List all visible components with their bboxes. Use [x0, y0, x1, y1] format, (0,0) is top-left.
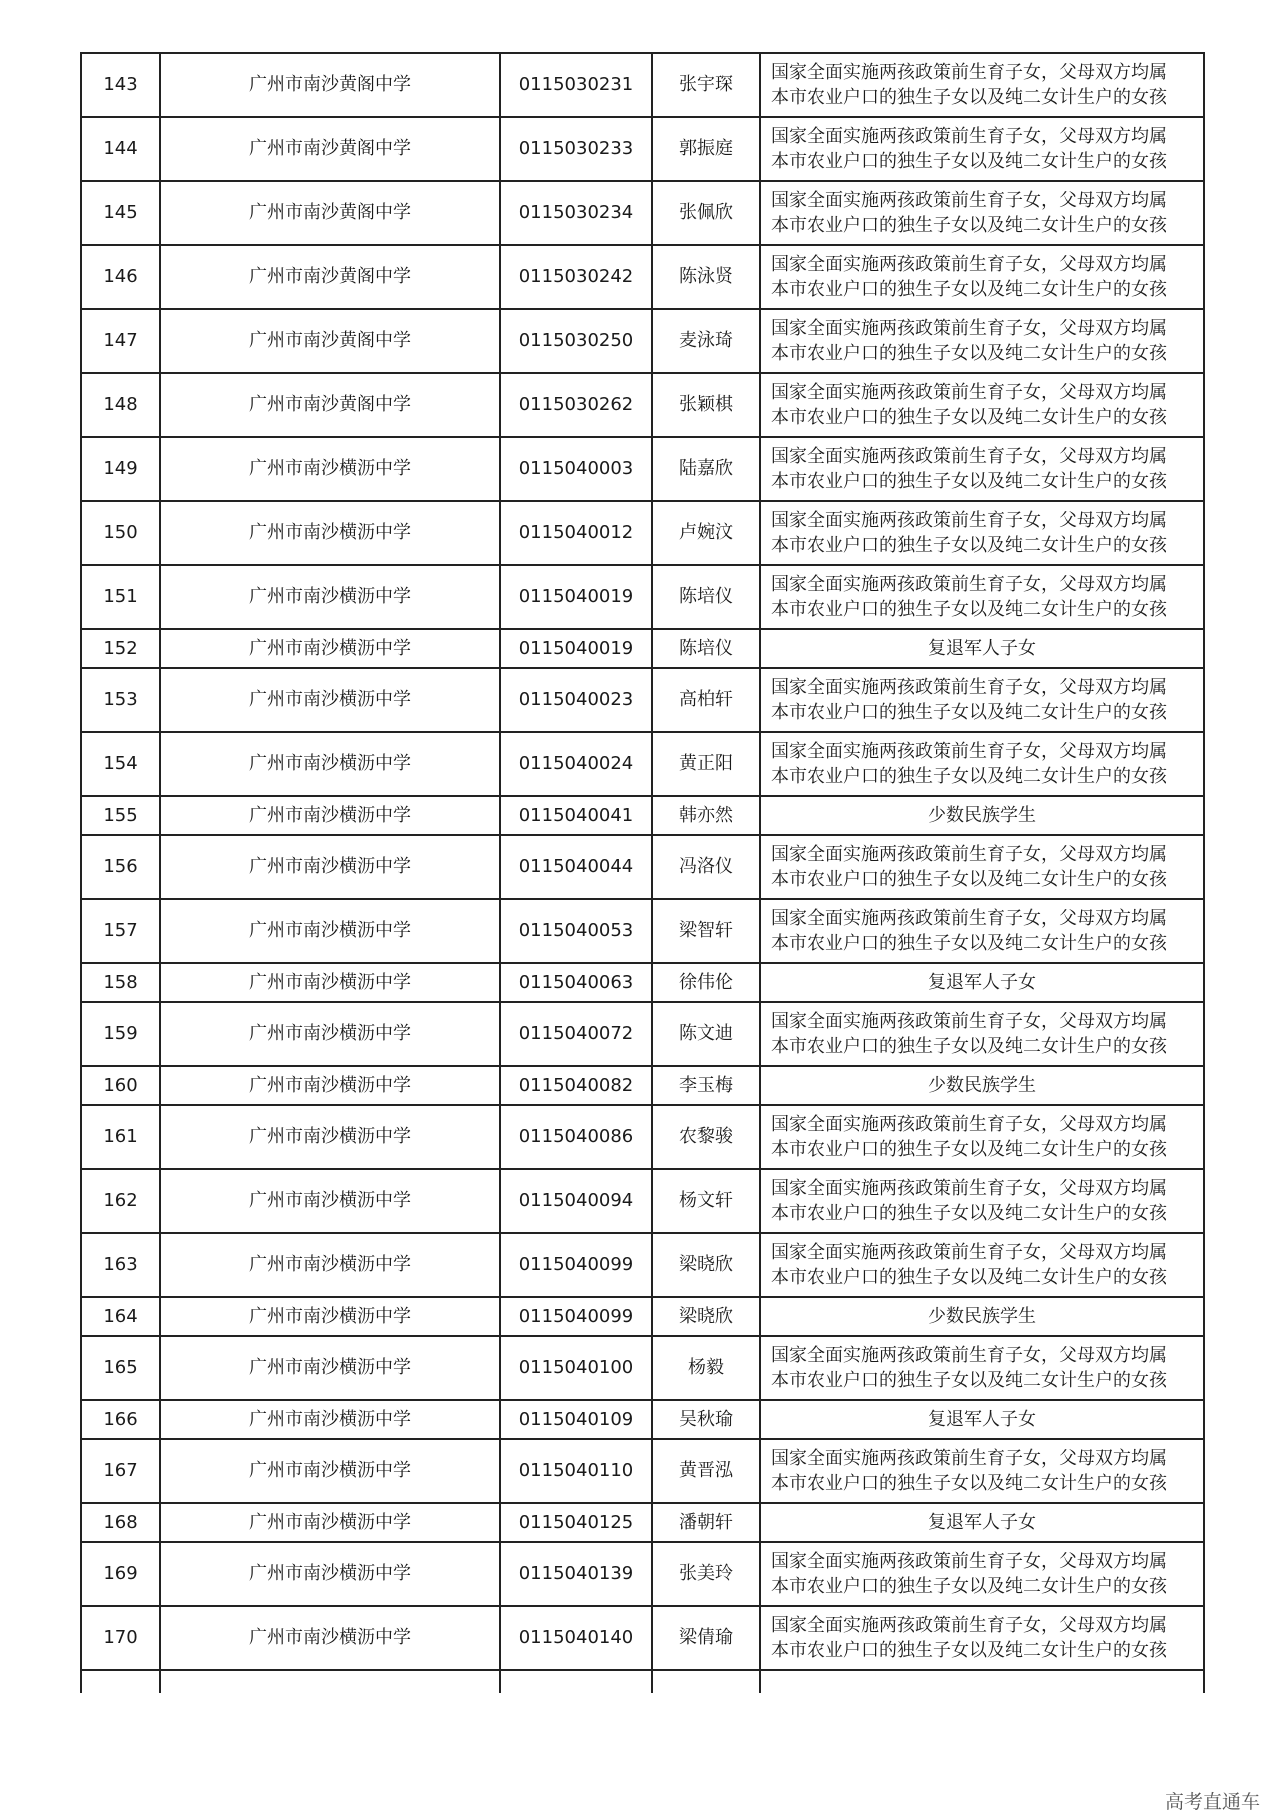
roster-body [81, 53, 1204, 1693]
eligibility-reason [760, 835, 1204, 899]
row-number: 162 [81, 1169, 160, 1233]
student-id: 0115040053 [500, 899, 652, 963]
table-row [81, 1066, 1204, 1105]
school-name: 广州市南沙横沥中学 [160, 835, 500, 899]
reason-line-1: 国家全面实施两孩政策前生育子女，父母双方均属 [771, 1242, 1167, 1263]
reason-line-1: 国家全面实施两孩政策前生育子女，父母双方均属 [771, 574, 1167, 595]
school-name: 广州市南沙横沥中学 [160, 1002, 500, 1066]
row-number: 161 [81, 1105, 160, 1169]
table-row [81, 1606, 1204, 1670]
reason-line-2: 本市农业户口的独生子女以及纯二女计生户的女孩 [771, 702, 1167, 723]
school-name: 广州市南沙横沥中学 [160, 1503, 500, 1542]
student-id: 0115040012 [500, 501, 652, 565]
student-id: 0115040019 [500, 565, 652, 629]
empty-cell [500, 1670, 652, 1693]
student-name: 麦泳琦 [652, 309, 760, 373]
student-id: 0115030242 [500, 245, 652, 309]
row-number: 149 [81, 437, 160, 501]
row-number: 150 [81, 501, 160, 565]
row-number: 151 [81, 565, 160, 629]
student-id: 0115030250 [500, 309, 652, 373]
table-row [81, 1169, 1204, 1233]
row-number: 170 [81, 1606, 160, 1670]
student-name: 张宇琛 [652, 53, 760, 117]
empty-cell [760, 1670, 1204, 1693]
reason-line-2: 本市农业户口的独生子女以及纯二女计生户的女孩 [771, 599, 1167, 620]
eligibility-reason [760, 1336, 1204, 1400]
table-row [81, 565, 1204, 629]
student-name: 高柏轩 [652, 668, 760, 732]
student-name: 陈培仪 [652, 629, 760, 668]
student-name: 黄正阳 [652, 732, 760, 796]
eligibility-reason: 复退军人子女 [760, 1400, 1204, 1439]
row-number: 165 [81, 1336, 160, 1400]
reason-line-1: 国家全面实施两孩政策前生育子女，父母双方均属 [771, 1178, 1167, 1199]
student-id: 0115040109 [500, 1400, 652, 1439]
reason-line-1: 国家全面实施两孩政策前生育子女，父母双方均属 [771, 844, 1167, 865]
eligibility-reason: 少数民族学生 [760, 1297, 1204, 1336]
eligibility-reason [760, 1233, 1204, 1297]
row-number: 145 [81, 181, 160, 245]
reason-line-1: 国家全面实施两孩政策前生育子女，父母双方均属 [771, 62, 1167, 83]
reason-line-2: 本市农业户口的独生子女以及纯二女计生户的女孩 [771, 87, 1167, 108]
student-id: 0115040044 [500, 835, 652, 899]
student-name: 韩亦然 [652, 796, 760, 835]
row-number: 169 [81, 1542, 160, 1606]
student-id: 0115040024 [500, 732, 652, 796]
empty-cell [81, 1670, 160, 1693]
reason-line-2: 本市农业户口的独生子女以及纯二女计生户的女孩 [771, 407, 1167, 428]
row-number: 143 [81, 53, 160, 117]
table-row [81, 1002, 1204, 1066]
school-name: 广州市南沙横沥中学 [160, 899, 500, 963]
student-id: 0115040094 [500, 1169, 652, 1233]
school-name: 广州市南沙横沥中学 [160, 437, 500, 501]
row-number: 148 [81, 373, 160, 437]
eligibility-reason: 复退军人子女 [760, 963, 1204, 1002]
reason-line-1: 国家全面实施两孩政策前生育子女，父母双方均属 [771, 318, 1167, 339]
student-id: 0115040019 [500, 629, 652, 668]
reason-line-2: 本市农业户口的独生子女以及纯二女计生户的女孩 [771, 1370, 1167, 1391]
student-name: 梁倩瑜 [652, 1606, 760, 1670]
eligibility-reason [760, 309, 1204, 373]
eligibility-reason [760, 373, 1204, 437]
reason-line-1: 国家全面实施两孩政策前生育子女，父母双方均属 [771, 1551, 1167, 1572]
reason-line-2: 本市农业户口的独生子女以及纯二女计生户的女孩 [771, 766, 1167, 787]
school-name: 广州市南沙黄阁中学 [160, 309, 500, 373]
student-name: 杨毅 [652, 1336, 760, 1400]
empty-cell [160, 1670, 500, 1693]
student-id: 0115040086 [500, 1105, 652, 1169]
reason-line-1: 国家全面实施两孩政策前生育子女，父母双方均属 [771, 382, 1167, 403]
reason-line-2: 本市农业户口的独生子女以及纯二女计生户的女孩 [771, 869, 1167, 890]
student-id: 0115040072 [500, 1002, 652, 1066]
reason-line-2: 本市农业户口的独生子女以及纯二女计生户的女孩 [771, 343, 1167, 364]
table-row [81, 668, 1204, 732]
student-name: 吴秋瑜 [652, 1400, 760, 1439]
reason-line-1: 国家全面实施两孩政策前生育子女，父母双方均属 [771, 1114, 1167, 1135]
reason-line-1: 国家全面实施两孩政策前生育子女，父母双方均属 [771, 1615, 1167, 1636]
student-id: 0115040041 [500, 796, 652, 835]
reason-line-1: 国家全面实施两孩政策前生育子女，父母双方均属 [771, 677, 1167, 698]
row-number: 160 [81, 1066, 160, 1105]
table-row [81, 1439, 1204, 1503]
student-id: 0115040139 [500, 1542, 652, 1606]
school-name: 广州市南沙横沥中学 [160, 1542, 500, 1606]
reason-line-1: 国家全面实施两孩政策前生育子女，父母双方均属 [771, 510, 1167, 531]
reason-line-2: 本市农业户口的独生子女以及纯二女计生户的女孩 [771, 535, 1167, 556]
row-number: 158 [81, 963, 160, 1002]
table-row [81, 501, 1204, 565]
school-name: 广州市南沙横沥中学 [160, 1400, 500, 1439]
row-number: 154 [81, 732, 160, 796]
table-row [81, 373, 1204, 437]
school-name: 广州市南沙横沥中学 [160, 565, 500, 629]
eligibility-reason [760, 899, 1204, 963]
student-id: 0115030233 [500, 117, 652, 181]
school-name: 广州市南沙横沥中学 [160, 796, 500, 835]
table-row [81, 963, 1204, 1002]
eligibility-reason: 少数民族学生 [760, 796, 1204, 835]
reason-line-1: 国家全面实施两孩政策前生育子女，父母双方均属 [771, 1345, 1167, 1366]
row-number: 155 [81, 796, 160, 835]
student-name: 郭振庭 [652, 117, 760, 181]
reason-line-2: 本市农业户口的独生子女以及纯二女计生户的女孩 [771, 933, 1167, 954]
reason-line-1: 国家全面实施两孩政策前生育子女，父母双方均属 [771, 741, 1167, 762]
eligibility-reason: 复退军人子女 [760, 1503, 1204, 1542]
school-name: 广州市南沙横沥中学 [160, 1297, 500, 1336]
row-number: 166 [81, 1400, 160, 1439]
reason-line-1: 国家全面实施两孩政策前生育子女，父母双方均属 [771, 126, 1167, 147]
eligibility-reason [760, 181, 1204, 245]
table-row-cutoff [81, 1670, 1204, 1693]
student-name: 徐伟伦 [652, 963, 760, 1002]
reason-line-1: 国家全面实施两孩政策前生育子女，父母双方均属 [771, 190, 1167, 211]
eligibility-reason [760, 1606, 1204, 1670]
student-id: 0115030262 [500, 373, 652, 437]
student-name: 冯洛仪 [652, 835, 760, 899]
table-row [81, 1336, 1204, 1400]
eligibility-reason [760, 668, 1204, 732]
student-id: 0115040125 [500, 1503, 652, 1542]
student-id: 0115040100 [500, 1336, 652, 1400]
table-row [81, 732, 1204, 796]
reason-line-2: 本市农业户口的独生子女以及纯二女计生户的女孩 [771, 471, 1167, 492]
student-name: 杨文轩 [652, 1169, 760, 1233]
reason-line-2: 本市农业户口的独生子女以及纯二女计生户的女孩 [771, 1473, 1167, 1494]
row-number: 156 [81, 835, 160, 899]
reason-line-2: 本市农业户口的独生子女以及纯二女计生户的女孩 [771, 1036, 1167, 1057]
student-name: 陈培仪 [652, 565, 760, 629]
row-number: 153 [81, 668, 160, 732]
table-row [81, 117, 1204, 181]
student-name: 陈泳贤 [652, 245, 760, 309]
roster-table [80, 52, 1205, 1693]
school-name: 广州市南沙横沥中学 [160, 1336, 500, 1400]
eligibility-reason [760, 1439, 1204, 1503]
student-name: 梁晓欣 [652, 1233, 760, 1297]
table-row [81, 899, 1204, 963]
school-name: 广州市南沙黄阁中学 [160, 373, 500, 437]
student-id: 0115040003 [500, 437, 652, 501]
student-id: 0115040099 [500, 1297, 652, 1336]
school-name: 广州市南沙横沥中学 [160, 1169, 500, 1233]
eligibility-reason [760, 501, 1204, 565]
eligibility-reason [760, 1542, 1204, 1606]
eligibility-reason [760, 1002, 1204, 1066]
eligibility-reason [760, 732, 1204, 796]
row-number: 164 [81, 1297, 160, 1336]
table-row [81, 835, 1204, 899]
row-number: 144 [81, 117, 160, 181]
student-id: 0115040063 [500, 963, 652, 1002]
table-row [81, 437, 1204, 501]
eligibility-reason: 少数民族学生 [760, 1066, 1204, 1105]
student-id: 0115040023 [500, 668, 652, 732]
student-id: 0115040099 [500, 1233, 652, 1297]
school-name: 广州市南沙横沥中学 [160, 1105, 500, 1169]
eligibility-reason [760, 437, 1204, 501]
empty-cell [652, 1670, 760, 1693]
school-name: 广州市南沙横沥中学 [160, 732, 500, 796]
student-name: 卢婉汶 [652, 501, 760, 565]
student-name: 李玉梅 [652, 1066, 760, 1105]
reason-line-2: 本市农业户口的独生子女以及纯二女计生户的女孩 [771, 1640, 1167, 1661]
table-row [81, 1105, 1204, 1169]
student-name: 陈文迪 [652, 1002, 760, 1066]
eligibility-reason [760, 117, 1204, 181]
student-id: 0115040110 [500, 1439, 652, 1503]
school-name: 广州市南沙黄阁中学 [160, 53, 500, 117]
student-id: 0115030231 [500, 53, 652, 117]
table-row [81, 1400, 1204, 1439]
student-name: 梁智轩 [652, 899, 760, 963]
school-name: 广州市南沙横沥中学 [160, 1233, 500, 1297]
school-name: 广州市南沙横沥中学 [160, 501, 500, 565]
row-number: 152 [81, 629, 160, 668]
row-number: 157 [81, 899, 160, 963]
reason-line-2: 本市农业户口的独生子女以及纯二女计生户的女孩 [771, 279, 1167, 300]
table-row [81, 629, 1204, 668]
school-name: 广州市南沙黄阁中学 [160, 117, 500, 181]
table-row [81, 245, 1204, 309]
school-name: 广州市南沙横沥中学 [160, 629, 500, 668]
school-name: 广州市南沙横沥中学 [160, 963, 500, 1002]
reason-line-2: 本市农业户口的独生子女以及纯二女计生户的女孩 [771, 1139, 1167, 1160]
reason-line-1: 国家全面实施两孩政策前生育子女，父母双方均属 [771, 254, 1167, 275]
row-number: 146 [81, 245, 160, 309]
eligibility-reason [760, 1169, 1204, 1233]
reason-line-1: 国家全面实施两孩政策前生育子女，父母双方均属 [771, 1448, 1167, 1469]
school-name: 广州市南沙黄阁中学 [160, 181, 500, 245]
student-id: 0115030234 [500, 181, 652, 245]
student-name: 张美玲 [652, 1542, 760, 1606]
student-name: 张佩欣 [652, 181, 760, 245]
eligibility-reason [760, 245, 1204, 309]
table-row [81, 1503, 1204, 1542]
table-row [81, 1297, 1204, 1336]
reason-line-2: 本市农业户口的独生子女以及纯二女计生户的女孩 [771, 151, 1167, 172]
school-name: 广州市南沙黄阁中学 [160, 245, 500, 309]
school-name: 广州市南沙横沥中学 [160, 1439, 500, 1503]
eligibility-reason [760, 53, 1204, 117]
row-number: 163 [81, 1233, 160, 1297]
table-row [81, 181, 1204, 245]
student-id: 0115040140 [500, 1606, 652, 1670]
table-row [81, 309, 1204, 373]
row-number: 147 [81, 309, 160, 373]
table-row [81, 1542, 1204, 1606]
reason-line-1: 国家全面实施两孩政策前生育子女，父母双方均属 [771, 908, 1167, 929]
reason-line-1: 国家全面实施两孩政策前生育子女，父母双方均属 [771, 446, 1167, 467]
row-number: 159 [81, 1002, 160, 1066]
eligibility-reason: 复退军人子女 [760, 629, 1204, 668]
school-name: 广州市南沙横沥中学 [160, 1606, 500, 1670]
eligibility-reason [760, 565, 1204, 629]
student-name: 潘朝轩 [652, 1503, 760, 1542]
school-name: 广州市南沙横沥中学 [160, 668, 500, 732]
student-name: 张颖棋 [652, 373, 760, 437]
row-number: 167 [81, 1439, 160, 1503]
table-row [81, 1233, 1204, 1297]
student-name: 黄晋泓 [652, 1439, 760, 1503]
reason-line-2: 本市农业户口的独生子女以及纯二女计生户的女孩 [771, 1203, 1167, 1224]
reason-line-1: 国家全面实施两孩政策前生育子女，父母双方均属 [771, 1011, 1167, 1032]
reason-line-2: 本市农业户口的独生子女以及纯二女计生户的女孩 [771, 1576, 1167, 1597]
watermark-text: 高考直通车 [1164, 1791, 1260, 1813]
reason-line-2: 本市农业户口的独生子女以及纯二女计生户的女孩 [771, 215, 1167, 236]
student-name: 陆嘉欣 [652, 437, 760, 501]
student-id: 0115040082 [500, 1066, 652, 1105]
student-name: 农黎骏 [652, 1105, 760, 1169]
table-row [81, 53, 1204, 117]
table-row [81, 796, 1204, 835]
reason-line-2: 本市农业户口的独生子女以及纯二女计生户的女孩 [771, 1267, 1167, 1288]
row-number: 168 [81, 1503, 160, 1542]
eligibility-reason [760, 1105, 1204, 1169]
student-name: 梁晓欣 [652, 1297, 760, 1336]
school-name: 广州市南沙横沥中学 [160, 1066, 500, 1105]
